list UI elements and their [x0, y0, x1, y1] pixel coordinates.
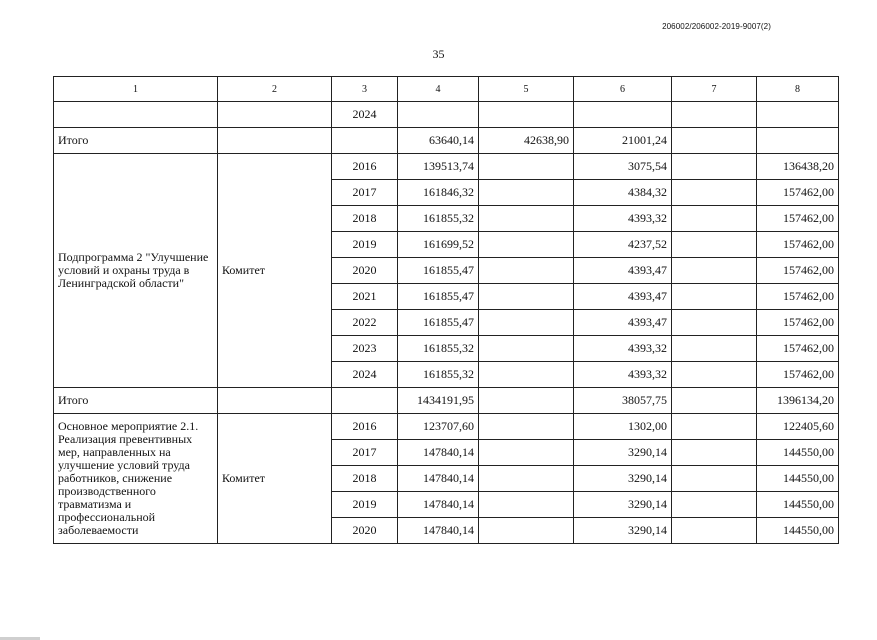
cell-local	[672, 362, 757, 388]
cell-regional: 4237,52	[574, 232, 672, 258]
cell-local	[672, 284, 757, 310]
cell-regional: 3290,14	[574, 492, 672, 518]
cell-executor	[218, 128, 332, 154]
cell-local	[672, 180, 757, 206]
cell-total: 147840,14	[398, 466, 479, 492]
page-number: 35	[432, 47, 445, 61]
cell-total: 161855,32	[398, 362, 479, 388]
cell-year: 2017	[332, 440, 398, 466]
cell-federal	[479, 180, 574, 206]
cell-total: 147840,14	[398, 518, 479, 544]
measure-first-row	[54, 414, 839, 440]
cell-year	[332, 128, 398, 154]
cell-total: 139513,74	[398, 154, 479, 180]
total-row	[54, 128, 839, 154]
cell-federal: 42638,90	[479, 128, 574, 154]
cell-local	[672, 440, 757, 466]
cell-local	[672, 414, 757, 440]
cell-local	[672, 492, 757, 518]
cell-federal	[479, 258, 574, 284]
cell-year: 2020	[332, 258, 398, 284]
cell-federal	[479, 154, 574, 180]
document-id: 206002/206002-2019-9007(2)	[662, 22, 771, 31]
cell-regional	[574, 102, 672, 128]
total-label: Итого	[54, 128, 218, 154]
subprogram-first-row	[54, 154, 839, 180]
cell-year: 2019	[332, 232, 398, 258]
cell-year: 2016	[332, 414, 398, 440]
cell-total: 147840,14	[398, 440, 479, 466]
column-header: 2	[218, 77, 332, 102]
cell-other: 157462,00	[757, 362, 839, 388]
cell-regional: 4393,47	[574, 284, 672, 310]
cell-other	[757, 128, 839, 154]
table-row	[54, 102, 839, 128]
cell-total: 161855,47	[398, 284, 479, 310]
cell-other: 144550,00	[757, 466, 839, 492]
cell-total: 63640,14	[398, 128, 479, 154]
cell-local	[672, 336, 757, 362]
subprogram-executor: Комитет	[218, 154, 332, 388]
cell-other: 157462,00	[757, 284, 839, 310]
cell-regional: 3075,54	[574, 154, 672, 180]
cell-total: 161855,47	[398, 258, 479, 284]
cell-federal	[479, 518, 574, 544]
cell-year: 2022	[332, 310, 398, 336]
column-header: 1	[54, 77, 218, 102]
cell-regional: 4393,32	[574, 206, 672, 232]
cell-federal	[479, 440, 574, 466]
cell-local	[672, 258, 757, 284]
cell-other: 122405,60	[757, 414, 839, 440]
cell-other: 144550,00	[757, 492, 839, 518]
cell-year: 2024	[332, 362, 398, 388]
cell-regional: 3290,14	[574, 440, 672, 466]
cell-other: 157462,00	[757, 180, 839, 206]
cell-regional: 1302,00	[574, 414, 672, 440]
cell-total: 123707,60	[398, 414, 479, 440]
cell-local	[672, 154, 757, 180]
cell-federal	[479, 284, 574, 310]
cell-executor	[218, 388, 332, 414]
cell-other: 157462,00	[757, 232, 839, 258]
cell-other: 144550,00	[757, 440, 839, 466]
cell-regional: 4393,32	[574, 362, 672, 388]
cell-federal	[479, 388, 574, 414]
cell-total: 161846,32	[398, 180, 479, 206]
cell-executor	[218, 102, 332, 128]
cell-other: 157462,00	[757, 310, 839, 336]
cell-total: 147840,14	[398, 492, 479, 518]
measure-name: Основное мероприятие 2.1. Реализация превентивных мер, направленных на улучшение условий труда работников, снижение производственного травматизма и профессиональной заболеваемости	[54, 414, 218, 544]
cell-total	[398, 102, 479, 128]
total-label: Итого	[54, 388, 218, 414]
cell-other: 157462,00	[757, 336, 839, 362]
cell-year: 2019	[332, 492, 398, 518]
subprogram-name: Подпрограмма 2 "Улучшение условий и охраны труда в Ленинградской области"	[54, 154, 218, 388]
cell-federal	[479, 414, 574, 440]
cell-local	[672, 128, 757, 154]
column-header: 8	[757, 77, 839, 102]
cell-regional: 21001,24	[574, 128, 672, 154]
cell-regional: 4393,47	[574, 310, 672, 336]
cell-year: 2021	[332, 284, 398, 310]
cell-regional: 3290,14	[574, 466, 672, 492]
cell-year: 2018	[332, 466, 398, 492]
cell-total: 1434191,95	[398, 388, 479, 414]
cell-federal	[479, 102, 574, 128]
cell-name	[54, 102, 218, 128]
cell-regional: 3290,14	[574, 518, 672, 544]
cell-other: 144550,00	[757, 518, 839, 544]
cell-year: 2023	[332, 336, 398, 362]
cell-local	[672, 518, 757, 544]
cell-regional: 4384,32	[574, 180, 672, 206]
cell-local	[672, 466, 757, 492]
cell-other: 1396134,20	[757, 388, 839, 414]
cell-local	[672, 206, 757, 232]
cell-regional: 4393,47	[574, 258, 672, 284]
cell-total: 161855,32	[398, 206, 479, 232]
column-number-row	[54, 77, 839, 102]
cell-year: 2017	[332, 180, 398, 206]
cell-other: 157462,00	[757, 258, 839, 284]
column-header: 3	[332, 77, 398, 102]
cell-other: 136438,20	[757, 154, 839, 180]
cell-total: 161855,32	[398, 336, 479, 362]
cell-other: 157462,00	[757, 206, 839, 232]
cell-local	[672, 232, 757, 258]
cell-regional: 4393,32	[574, 336, 672, 362]
column-header: 5	[479, 77, 574, 102]
budget-table	[53, 76, 839, 544]
cell-regional: 38057,75	[574, 388, 672, 414]
column-header: 6	[574, 77, 672, 102]
cell-year: 2024	[332, 102, 398, 128]
cell-local	[672, 102, 757, 128]
cell-federal	[479, 310, 574, 336]
cell-year: 2020	[332, 518, 398, 544]
measure-executor: Комитет	[218, 414, 332, 544]
cell-federal	[479, 492, 574, 518]
cell-year	[332, 388, 398, 414]
cell-other	[757, 102, 839, 128]
cell-year: 2018	[332, 206, 398, 232]
total-row	[54, 388, 839, 414]
cell-total: 161855,47	[398, 310, 479, 336]
column-header: 7	[672, 77, 757, 102]
cell-year: 2016	[332, 154, 398, 180]
cell-federal	[479, 206, 574, 232]
cell-federal	[479, 336, 574, 362]
cell-local	[672, 310, 757, 336]
cell-federal	[479, 232, 574, 258]
cell-total: 161699,52	[398, 232, 479, 258]
cell-federal	[479, 466, 574, 492]
cell-federal	[479, 362, 574, 388]
column-header: 4	[398, 77, 479, 102]
cell-local	[672, 388, 757, 414]
